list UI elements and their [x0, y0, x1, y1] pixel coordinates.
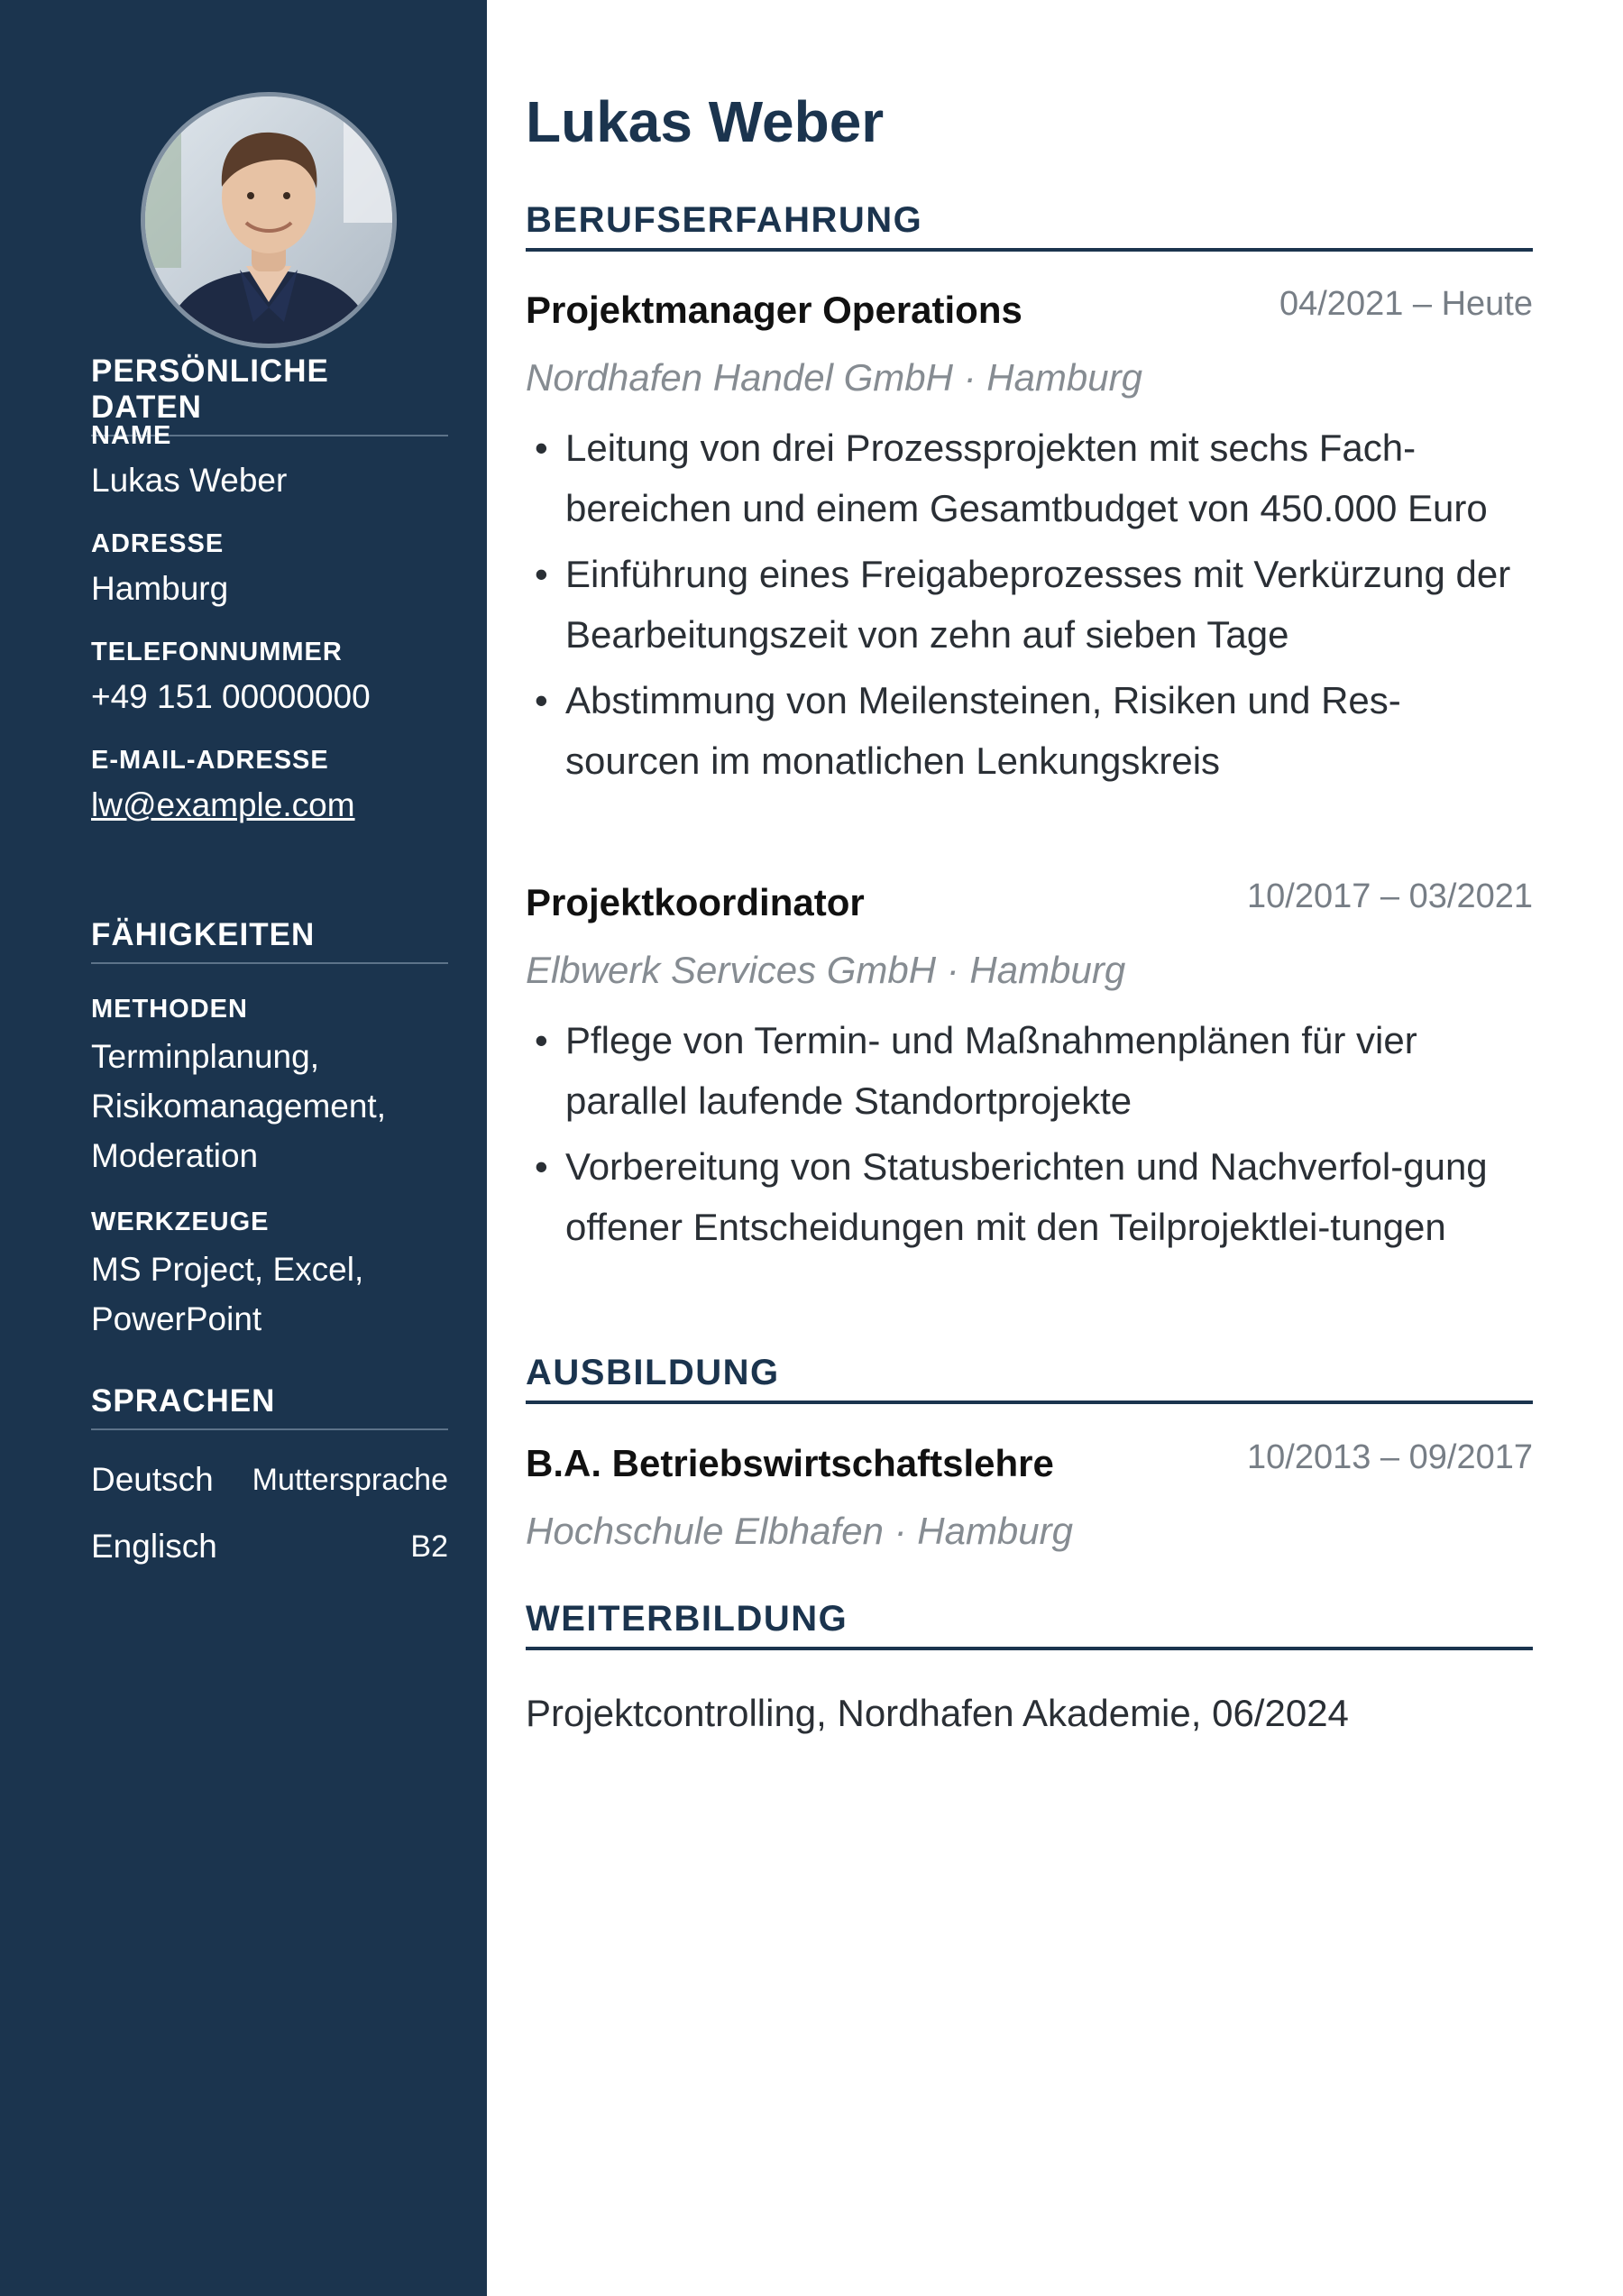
training-heading: WEITERBILDUNG: [526, 1599, 1533, 1650]
personal-data-heading: PERSÖNLICHE DATEN: [91, 354, 448, 436]
language-level: B2: [410, 1529, 448, 1564]
list-item: • Pflege von Termin- und Maßnahmenplänen für vier parallel laufende Standortprojekte: [526, 1010, 1533, 1131]
training-item: Projektcontrolling, Nordhafen Akademie, 06/2024: [526, 1692, 1349, 1734]
education-dates: 10/2013 – 09/2017: [1247, 1438, 1533, 1476]
address-value: Hamburg: [91, 570, 229, 607]
job-bullets: [526, 418, 1533, 796]
languages-heading: SPRACHEN: [91, 1383, 448, 1430]
language-name: Deutsch: [91, 1461, 214, 1498]
methods-line: Risikomanagement,: [91, 1088, 386, 1125]
language-row: [91, 1528, 448, 1566]
name-label: NAME: [91, 421, 172, 450]
job-company: Nordhafen Handel GmbH · Hamburg: [526, 356, 1142, 399]
job-dates: 04/2021 – Heute: [1279, 285, 1533, 323]
skills-heading: FÄHIGKEITEN: [91, 917, 448, 964]
list-item: • Einführung eines Freigabeprozesses mit Verkürzung der Bearbeitungszeit von zehn auf sieben Tage: [526, 544, 1533, 665]
tools-line: MS Project, Excel,: [91, 1251, 364, 1288]
methods-line: Terminplanung,: [91, 1038, 319, 1075]
list-item: • Abstimmung von Meilensteinen, Risiken und Res-sourcen im monatlichen Lenkungskreis: [526, 670, 1533, 791]
list-item: • Leitung von drei Prozessprojekten mit sechs Fach-bereichen und einem Gesamtbudget von 450.000 Euro: [526, 418, 1533, 538]
tools-line: PowerPoint: [91, 1300, 262, 1337]
page-title: Lukas Weber: [526, 89, 885, 154]
email-label: E-MAIL-ADRESSE: [91, 746, 329, 775]
sidebar: [0, 0, 487, 2296]
education-heading: AUSBILDUNG: [526, 1353, 1533, 1404]
methods-label: METHODEN: [91, 995, 248, 1024]
tools-label: WERKZEUGE: [91, 1208, 270, 1236]
job-dates: 10/2017 – 03/2021: [1247, 877, 1533, 915]
address-label: ADRESSE: [91, 529, 225, 558]
language-level: Muttersprache: [252, 1463, 448, 1497]
name-value: Lukas Weber: [91, 462, 288, 499]
job-bullets: [526, 1010, 1533, 1263]
experience-heading: BERUFSERFAHRUNG: [526, 200, 1533, 252]
profile-photo: [141, 92, 397, 348]
phone-value: +49 151 00000000: [91, 678, 371, 715]
methods-line: Moderation: [91, 1137, 259, 1174]
education-institution: Hochschule Elbhafen · Hamburg: [526, 1510, 1073, 1552]
degree-title: B.A. Betriebswirtschaftslehre: [526, 1442, 1054, 1484]
job-title: Projektmanager Operations: [526, 289, 1022, 331]
avatar-icon: [145, 96, 392, 344]
language-row: [91, 1461, 448, 1499]
language-name: Englisch: [91, 1528, 217, 1565]
phone-label: TELEFONNUMMER: [91, 638, 343, 666]
job-company: Elbwerk Services GmbH · Hamburg: [526, 949, 1126, 991]
email-link[interactable]: lw@example.com: [91, 786, 355, 823]
list-item: • Vorbereitung von Statusberichten und Nachverfol-gung offener Entscheidungen mit den Teilprojektlei-tungen: [526, 1136, 1533, 1257]
job-title: Projektkoordinator: [526, 881, 865, 923]
